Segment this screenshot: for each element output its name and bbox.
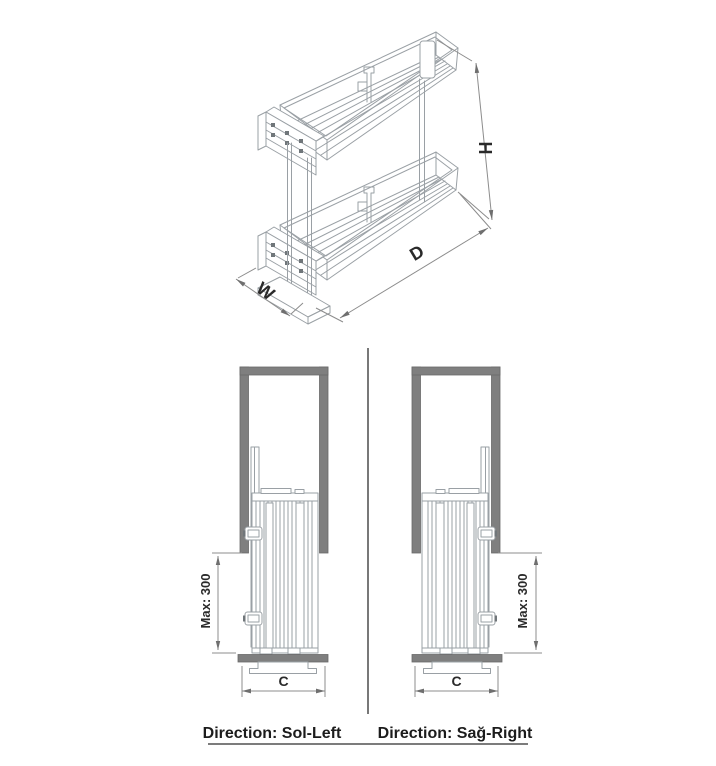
- front-view-left: [198, 367, 328, 697]
- max300-label-right: Max: 300: [515, 573, 530, 629]
- caption-left: Direction: Sol-Left: [202, 725, 342, 742]
- captions: [203, 725, 533, 744]
- dimension-d: [316, 194, 491, 322]
- back-handle: [420, 41, 435, 78]
- caption-right: Direction: Sağ-Right: [377, 725, 533, 742]
- isometric-view: [236, 32, 495, 324]
- c-label-right: C: [451, 673, 462, 689]
- front-view-right: [412, 367, 542, 697]
- max300-label-left: Max: 300: [198, 573, 213, 629]
- dim-label-h: H: [475, 141, 495, 155]
- dimension-max300-right: [498, 553, 542, 653]
- dim-label-d: D: [406, 240, 428, 265]
- dimension-max300-left: [198, 553, 242, 653]
- dim-label-w: W: [252, 278, 279, 305]
- c-label-left: C: [278, 673, 289, 689]
